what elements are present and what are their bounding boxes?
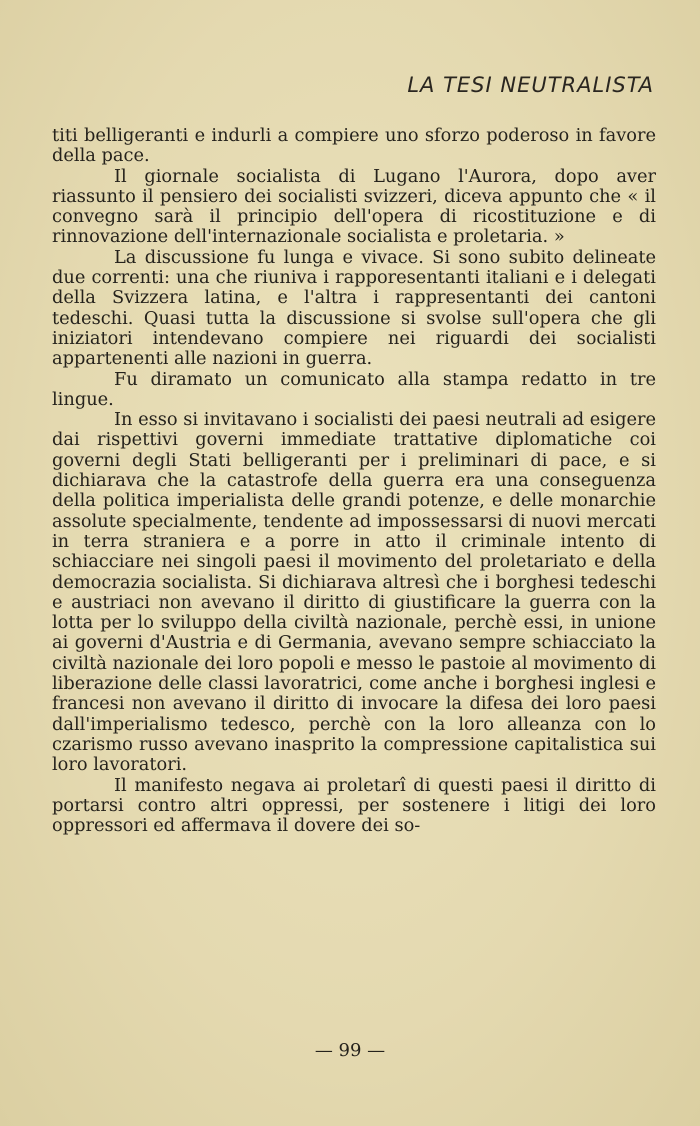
running-head: LA TESI NEUTRALISTA	[407, 73, 654, 97]
paragraph-manifesto: Il manifesto negava ai proletarî di questi paesi il diritto di portarsi contro altri oppressi, per sostenere i litigi dei loro oppressori ed affermava il dovere dei so-	[52, 774, 656, 837]
paragraph-invitation: In esso si invitavano i socialisti dei paesi neutrali ad esigere dai rispettivi governi immediate trattative diplomatiche coi governi degli Stati belligeranti per i preliminari di pace, e si dichiarava che la catastrofe della guerra era una conseguenza della politica imperialista delle grandi potenze, e delle monarchie assolute specialmente, tendente ad impossessarsi di nuovi mercati in terra straniera e a porre in atto il criminale intento di schiacciare nei singoli paesi il movimento del proletariato e della democrazia socialista. Si dichiarava altresì che i borghesi tedeschi e austriaci non avevano il diritto di giustificare la guerra con la lotta per lo sviluppo della civiltà nazionale, perchè essi, in unione ai governi d'Austria e di Germania, avevano sempre schiacciato la civiltà nazionale dei loro popoli e messo le pastoie al movimento di liberazione delle classi lavoratrici, come anche i borghesi inglesi e francesi non avevano il diritto di invocare la difesa dei loro paesi dall'imperialismo tedesco, perchè con la loro alleanza con lo czarismo russo avevano inasprito la compressione capitalistica sui loro lavoratori.	[52, 409, 657, 776]
paragraph-communique: Fu diramato un comunicato alla stampa redatto in tre lingue.	[52, 368, 656, 410]
body-text	[52, 126, 656, 836]
page-number: — 99 —	[314, 1040, 386, 1061]
paragraph-discussion: La discussione fu lunga e vivace. Si sono subito delineate due correnti: una che riuniva i rapporesentanti italiani e i delegati della Svizzera latina, e l'altra i rappresentanti dei cantoni tedeschi. Quasi tutta la discussione si svolse sull'opera che gli iniziatori intendevano compiere nei riguardi dei socialisti appartenenti alle nazioni in guerra.	[52, 246, 656, 370]
paragraph-continuation: titi belligeranti e indurli a compiere uno sforzo poderoso in favore della pace.	[52, 125, 656, 167]
paragraph-aurora: Il giornale socialista di Lugano l'Aurora, dopo aver riassunto il pensiero dei socialisti svizzeri, diceva appunto che « il convegno sarà il principio dell'opera di ricostituzione e di rinnovazione dell'internazionale socialista e proletaria. »	[52, 165, 656, 248]
